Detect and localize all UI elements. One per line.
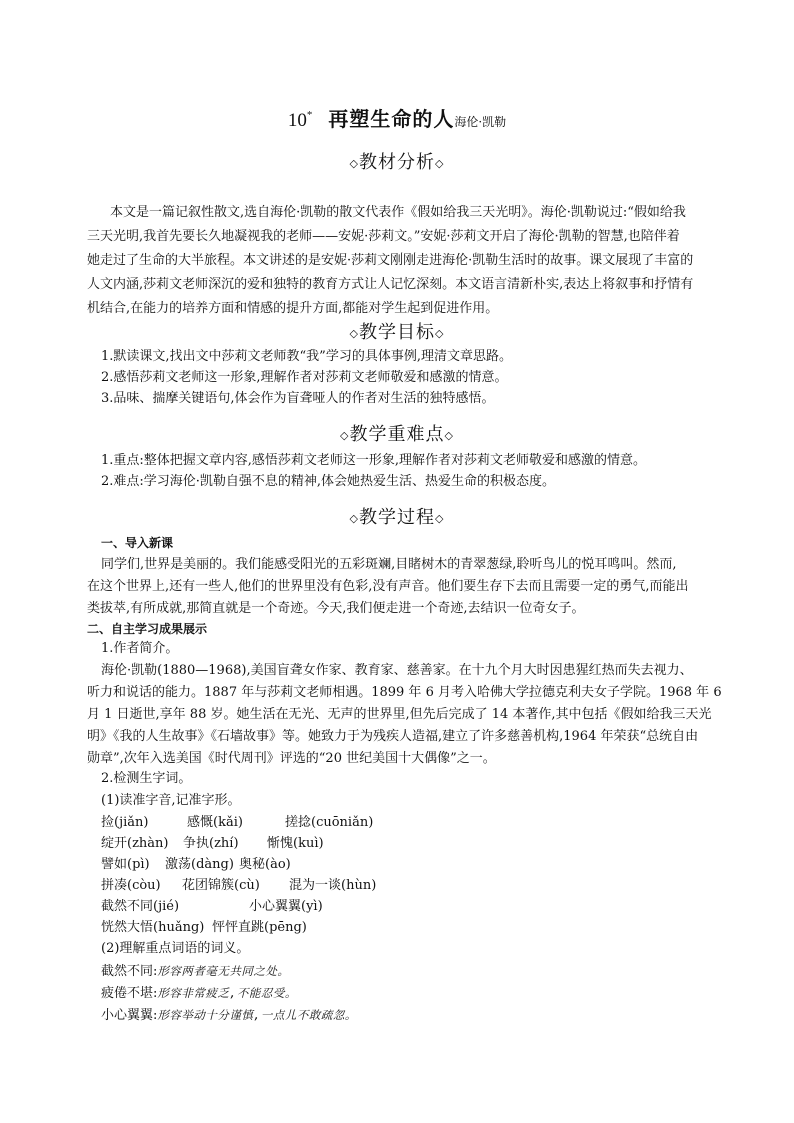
goal-item: 2.感悟莎莉文老师这一形象,理解作者对莎莉文老师敬爱和感激的情意。 [101,370,508,385]
analysis-line: 本文是一篇记叙性散文,选自海伦·凯勒的散文代表作《假如给我三天光明》。海伦·凯勒说过:“假如给我 [110,205,686,220]
vocab-word: 搓捻(cuōniǎn) [285,815,374,830]
subsection-title: 2.检测生字词。 [101,771,192,786]
subsection-title: (1)读准字音,记准字形。 [101,793,241,808]
meaning-item: 小心翼翼:形容举动十分谨慎,一点儿不敢疏忽。 [101,1008,357,1023]
vocab-word: 惭愧(kuì) [267,836,324,851]
goal-item: 3.品味、揣摩关键语句,体会作为盲聋哑人的作者对生活的独特感悟。 [101,391,495,406]
step-heading: 二、自主学习成果展示 [87,622,208,636]
intro-line: 在这个世界上,还有一些人,他们的世界里没有色彩,没有声音。他们要生存下去而且需要一定的勇气,而能出 [87,579,689,594]
step-heading: 一、导入新课 [101,536,174,550]
keypoint-item: 2.难点:学习海伦·凯勒自强不息的精神,体会她热爱生活、热爱生命的积极态度。 [101,474,556,489]
keypoint-item: 1.重点:整体把握文章内容,感悟莎莉文老师这一形象,理解作者对莎莉文老师敬爱和感激的情意。 [101,453,647,468]
meaning-item: 截然不同:形容两者毫无共同之处。 [101,964,290,979]
analysis-line: 机结合,在能力的培养方面和情感的提升方面,都能对学生起到促进作用。 [87,301,499,316]
analysis-line: 她走过了生命的大半旅程。本文讲述的是安妮·莎莉文刚刚走进海伦·凯勒生活时的故事。课文展现了丰富的 [87,253,694,268]
intro-line: 同学们,世界是美丽的。我们能感受阳光的五彩斑斓,目睹树木的青翠葱绿,聆听鸟儿的悦耳鸣叫。然而, [101,557,677,572]
vocab-word: 激荡(dàng) [165,857,234,872]
vocab-word: 小心翼翼(yì) [249,899,323,914]
intro-line: 类拔萃,有所成就,那简直就是一个奇迹。今天,我们便走进一个奇迹,去结识一位奇女子。 [87,601,585,616]
section-heading-process: ◇教学过程◇ [349,507,445,528]
subsection-title: (2)理解重点词语的词义。 [101,941,250,956]
vocab-word: 奥秘(ào) [239,857,291,872]
author-intro-line: 听力和说话的能力。1887 年与莎莉文老师相遇。1899 年 6 月考入哈佛大学拉德克利夫女子学院。1968 年 6 [87,685,722,700]
vocab-word: 争执(zhí) [183,836,239,851]
vocab-word: 捡(jiǎn) [101,815,149,830]
vocab-word: 截然不同(jié) [101,899,180,914]
vocab-word: 绽开(zhàn) [101,836,169,851]
vocab-word: 混为一谈(hùn) [289,878,377,893]
vocab-word: 怦怦直跳(pēng) [212,920,307,935]
section-heading-goals: ◇教学目标◇ [349,322,445,343]
author-intro-line: 勋章”,次年入选美国《时代周刊》评选的“20 世纪美国十大偶像”之一。 [87,751,496,766]
lesson-number: 10* [287,109,313,131]
section-heading-keypoints: ◇教学重难点◇ [340,424,454,445]
vocab-word: 譬如(pì) [101,857,150,872]
author-intro-line: 海伦·凯勒(1880—1968),美国盲聋女作家、教育家、慈善家。在十九个月大时因患猩红热而失去视力、 [101,663,693,678]
goal-item: 1.默读课文,找出文中莎莉文老师教“我”学习的具体事例,理清文章思路。 [101,349,512,364]
vocab-word: 恍然大悟(huǎng) [101,920,205,935]
lesson-title [0,103,794,132]
section-heading-analysis: ◇教材分析◇ [349,152,445,173]
analysis-line: 人文内涵,莎莉文老师深沉的爱和独特的教育方式让人记忆深刻。本文语言清新朴实,表达上将叙事和抒情有 [87,277,694,292]
meaning-item: 疲倦不堪:形容非常疲乏,不能忍受。 [101,986,297,1001]
vocab-word: 花团锦簇(cù) [182,878,260,893]
subsection-title: 1.作者简介。 [101,641,179,656]
author-intro-line: 月 1 日逝世,享年 88 岁。她生活在无光、无声的世界里,但先后完成了 14 本著作,其中包括《假如给我三天光 [87,707,712,722]
vocab-word: 拼凑(còu) [101,878,161,893]
analysis-line: 三天光明,我首先要长久地凝视我的老师——安妮·莎莉文。”安妮·莎莉文开启了海伦·凯勒的智慧,也陪伴着 [87,229,680,244]
author-intro-line: 明》《我的人生故事》《石墙故事》等。她致力于为残疾人造福,建立了许多慈善机构,1964 年荣获“总统自由 [87,729,699,744]
lesson-author: 海伦·凯勒 [454,115,507,129]
lesson-main-title: 再塑生命的人 [328,107,455,131]
vocab-word: 感慨(kǎi) [187,815,243,830]
